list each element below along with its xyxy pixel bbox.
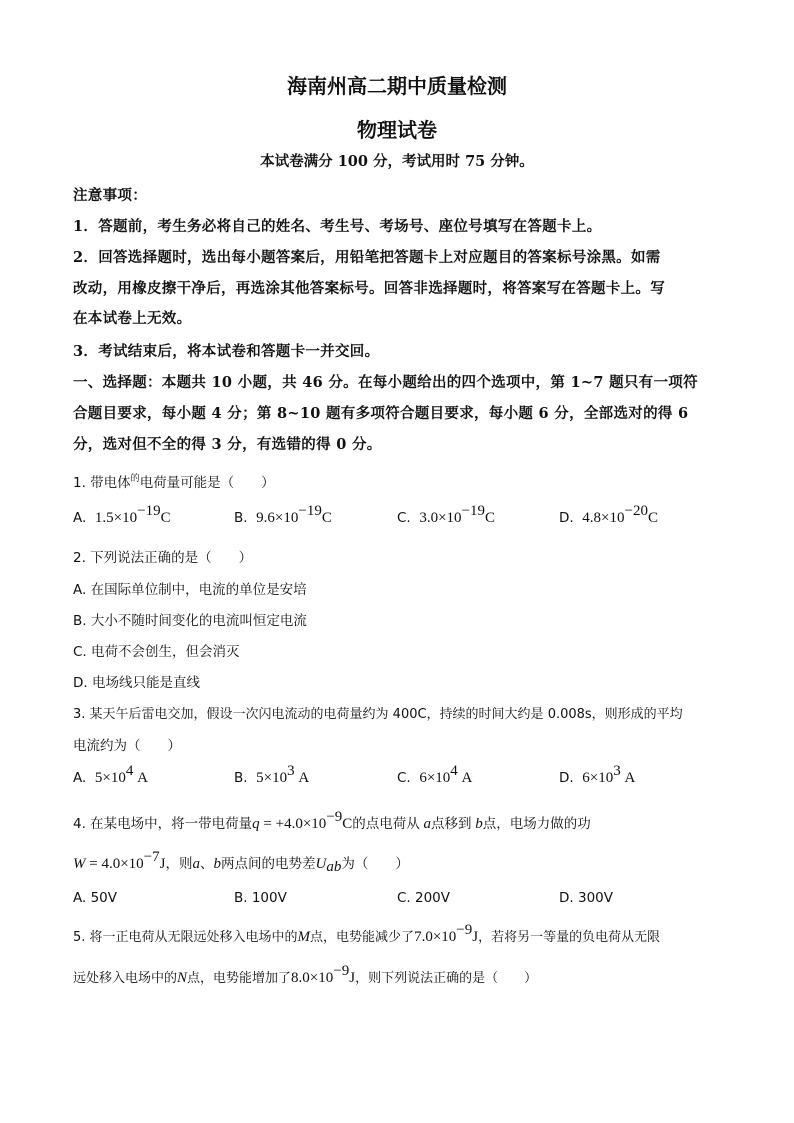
exam-title: 海南州高二期中质量检测 <box>287 74 507 98</box>
q1-option-d: D. $4.8\times 10^{-20}C$ <box>559 503 658 526</box>
q4-option-d: D. 300V <box>559 890 613 906</box>
notes-heading: 注意事项： <box>73 187 147 204</box>
q1-option-c: C. $3.0\times 10^{-19}C$ <box>397 503 496 526</box>
q3-option-d: D. $6\times 10^3$ A <box>559 763 636 786</box>
question-3-line-1: 3. 某天午后雷电交加，假设一次闪电流动的电荷量约为 400C，持续的时间大约是 0.008s，则形成的平均 <box>73 707 683 722</box>
question-5-line-2: 远处移入电场中的N点，电势能增加了$8.0\times 10^{-9}J$，则下列说法正确的是（ ） <box>73 963 538 986</box>
note-1: 1．答题前，考生务必将自己的姓名、考生号、考场号、座位号填写在答题卡上。 <box>73 218 602 235</box>
q4-option-c: C. 200V <box>397 890 451 906</box>
q2-option-c: C. 电荷不会创生，但会消灭 <box>73 644 240 660</box>
question-1-stem: 1. 带电体$^的$电荷量可能是（ ） <box>73 474 275 491</box>
note-3: 3．考试结束后，将本试卷和答题卡一并交回。 <box>73 343 380 360</box>
note-2-line-1: 2．回答选择题时，选出每小题答案后，用铅笔把答题卡上对应题目的答案标号涂黑。如需 <box>73 249 661 266</box>
question-2-stem: 2. 下列说法正确的是（ ） <box>73 550 253 566</box>
q1-option-a: A. $1.5\times 10^{-19}C$ <box>73 503 171 526</box>
note-2-line-2: 改动，用橡皮擦干净后，再选涂其他答案标号。回答非选择题时，将答案写在答题卡上。写 <box>73 280 665 297</box>
section-1-line-2: 合题目要求，每小题 4 分；第 8~10 题有多项符合题目要求，每小题 6 分，全部选对的得 6 <box>73 405 689 422</box>
q4-option-a: A. 50V <box>73 890 117 906</box>
q1-option-b: B. $9.6\times 10^{-19}C$ <box>234 503 332 526</box>
section-1-line-3: 分，选对但不全的得 3 分，有选错的得 0 分。 <box>73 436 382 453</box>
q2-option-b: B. 大小不随时间变化的电流叫恒定电流 <box>73 613 307 629</box>
q3-option-c: C. $6\times 10^4$ A <box>397 763 473 786</box>
question-4-line-1: 4. 在某电场中，将一带电荷量$q = +4.0\times 10^{-9}C$的点电荷从 a点移到 b点，电场力做的功 <box>73 809 591 832</box>
q4-option-b: B. 100V <box>234 890 287 906</box>
q3-option-b: B. $5\times 10^3$ A <box>234 763 310 786</box>
note-2-line-3: 在本试卷上无效。 <box>73 310 192 327</box>
subject-title: 物理试卷 <box>357 118 437 142</box>
section-1-line-1: 一、选择题：本题共 10 小题，共 46 分。在每小题给出的四个选项中，第 1~7 题只有一项符 <box>73 374 698 391</box>
question-4-line-2: $W = 4.0\times 10^{-7}J$，则a、b两点间的电势差$U_{ab}$为（ ） <box>73 849 409 875</box>
q3-option-a: A. $5\times 10^4$ A <box>73 763 148 786</box>
q2-option-a: A. 在国际单位制中，电流的单位是安培 <box>73 582 307 598</box>
question-3-line-2: 电流约为（ ） <box>73 738 181 754</box>
question-5-line-1: 5. 将一正电荷从无限远处移入电场中的M点，电势能减少了$7.0\times 10^{-9}J$，若将另一等量的负电荷从无限 <box>73 922 661 945</box>
exam-info: 本试卷满分 100 分，考试用时 75 分钟。 <box>260 153 534 170</box>
q2-option-d: D. 电场线只能是直线 <box>73 675 200 691</box>
